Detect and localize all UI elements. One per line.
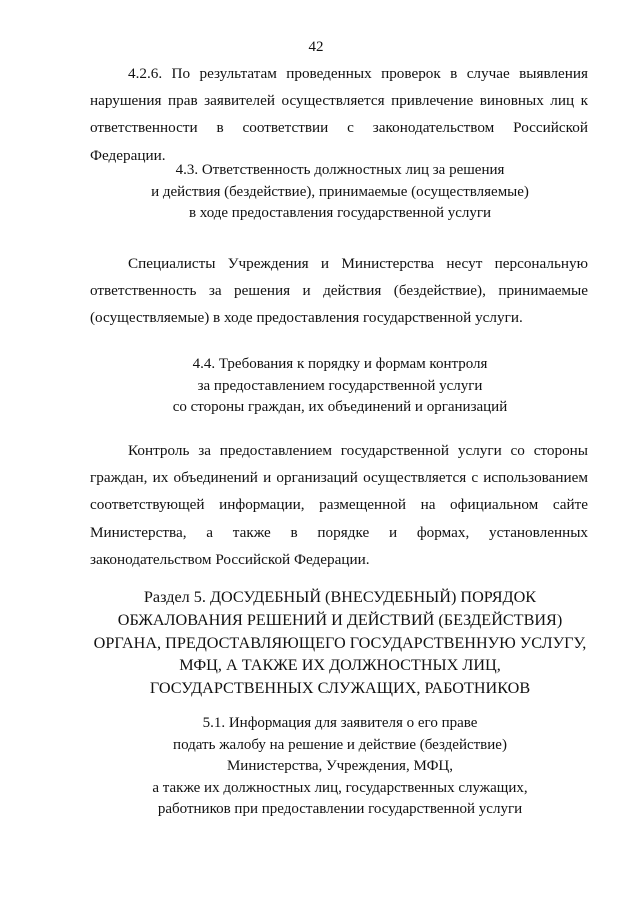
heading-4-3-line: 4.3. Ответственность должностных лиц за решения [175, 162, 505, 178]
heading-4-3 [60, 160, 620, 225]
heading-4-4-line: 4.4. Требования к порядку и формам контроля [192, 356, 488, 372]
heading-4-4-line: за предоставлением государственной услуги [197, 377, 483, 394]
page-number: 42 [308, 39, 324, 55]
section-5-title-line: ГОСУДАРСТВЕННЫХ СЛУЖАЩИХ, РАБОТНИКОВ [149, 679, 531, 698]
section-5-title-line: Раздел 5. ДОСУДЕБНЫЙ (ВНЕСУДЕБНЫЙ) ПОРЯДОК [143, 588, 537, 606]
heading-5-1-line: а также их должностных лиц, государственных служащих, [152, 779, 528, 796]
heading-4-3-line: и действия (бездействие), принимаемые (осуществляемые) [151, 183, 529, 200]
heading-4-3-line: в ходе предоставления государственной услуги [188, 205, 492, 221]
heading-5-1-line: подать жалобу на решение и действие (бездействие) [173, 736, 507, 753]
heading-4-4 [60, 354, 620, 419]
heading-5-1 [60, 713, 620, 821]
paragraph-4-2-6: 4.2.6. По результатам проведенных проверок в случае выявления нарушения прав заявителей осуществляется привлечение виновных лиц к ответственности в соответствии с законодательством Российской Федерации. [90, 65, 588, 164]
heading-5-1-line: 5.1. Информация для заявителя о его праве [202, 715, 478, 731]
section-5-title [60, 586, 620, 700]
section-5-title-line: ОБЖАЛОВАНИЯ РЕШЕНИЙ И ДЕЙСТВИЙ (БЕЗДЕЙСТВИЯ) [117, 610, 563, 629]
section-5-title-line: МФЦ, А ТАКЖЕ ИХ ДОЛЖНОСТНЫХ ЛИЦ, [179, 656, 501, 675]
paragraph-4-4: Контроль за предоставлением государственной услуги со стороны граждан, их объединений и организаций осуществляется с использованием соответствующей информации, размещенной на официальном сайте Министерства, а также в порядке и формах, установленных законодательством Российской Федерации. [90, 442, 588, 568]
section-5-title-line: ОРГАНА, ПРЕДОСТАВЛЯЮЩЕГО ГОСУДАРСТВЕННУЮ УСЛУГУ, [93, 633, 587, 652]
paragraph-4-3: Специалисты Учреждения и Министерства несут персональную ответственность за решения и действия (бездействие), принимаемые (осуществляемые) в ходе предоставления государственной услуги. [90, 255, 588, 327]
heading-4-4-line: со стороны граждан, их объединений и организаций [172, 399, 508, 415]
heading-5-1-line: работников при предоставлении государственной услуги [157, 801, 523, 817]
heading-5-1-line: Министерства, Учреждения, МФЦ, [226, 758, 454, 774]
